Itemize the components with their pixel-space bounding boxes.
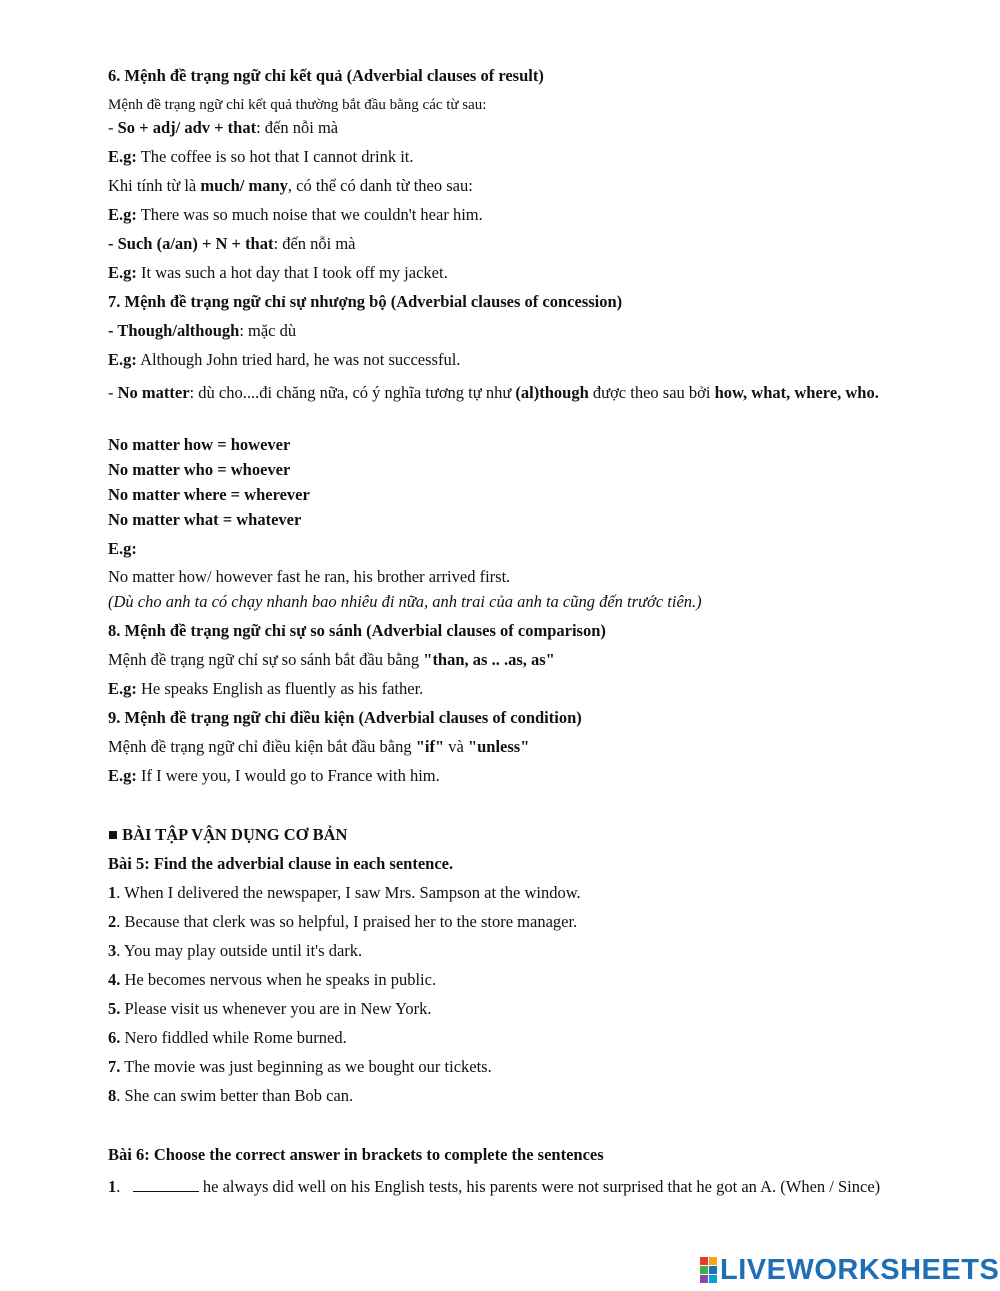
section-6-heading: 6. Mệnh đề trạng ngữ chỉ kết quả (Adverbial clauses of result) xyxy=(108,66,544,85)
exercise-5-item: 8. She can swim better than Bob can. xyxy=(108,1086,354,1105)
section-7-example-2-translation: (Dù cho anh ta có chạy nhanh bao nhiêu đi nữa, anh trai của anh ta cũng đến trước tiên.) xyxy=(108,592,702,611)
section-6-intro: Mệnh đề trạng ngữ chỉ kết quả thường bắt đầu bằng các từ sau: xyxy=(108,97,487,113)
section-6-rule-such-that: - Such (a/an) + N + that: đến nỗi mà xyxy=(108,234,356,253)
logo-block xyxy=(709,1275,717,1283)
exercise-5-item: 4. He becomes nervous when he speaks in public. xyxy=(108,970,437,989)
section-8-intro: Mệnh đề trạng ngữ chỉ sự so sánh bắt đầu bằng "than, as .. .as, as" xyxy=(108,650,555,669)
practice-heading: ■ BÀI TẬP VẬN DỤNG CƠ BẢN xyxy=(108,825,348,844)
logo-block xyxy=(700,1257,708,1265)
section-6-example-1: E.g: The coffee is so hot that I cannot drink it. xyxy=(108,147,414,166)
section-8-example: E.g: He speaks English as fluently as his father. xyxy=(108,679,424,698)
logo-text: LIVEWORKSHEETS xyxy=(720,1253,1000,1286)
logo-block xyxy=(709,1266,717,1274)
logo-blocks-icon xyxy=(700,1257,717,1283)
section-7-rule-no-matter: - No matter: dù cho....đi chăng nữa, có ý nghĩa tương tự như (al)though được theo sau bởi how, what, where, who. xyxy=(108,383,879,402)
section-7-rule-though: - Though/although: mặc dù xyxy=(108,321,297,340)
logo-block xyxy=(700,1266,708,1274)
no-matter-pair: No matter how = however xyxy=(108,435,291,454)
section-7-example-label: E.g: xyxy=(108,539,137,558)
question-1-options: (When / Since) xyxy=(780,1177,881,1196)
exercise-5-item: 7. The movie was just beginning as we bought our tickets. xyxy=(108,1057,492,1076)
section-9-heading: 9. Mệnh đề trạng ngữ chỉ điều kiện (Adverbial clauses of condition) xyxy=(108,708,582,727)
liveworksheets-logo xyxy=(700,1253,999,1287)
exercise-5-item: 6. Nero fiddled while Rome burned. xyxy=(108,1028,347,1047)
no-matter-pair: No matter where = wherever xyxy=(108,485,310,504)
no-matter-pair: No matter what = whatever xyxy=(108,510,302,529)
section-8-heading: 8. Mệnh đề trạng ngữ chỉ sự so sánh (Adverbial clauses of comparison) xyxy=(108,621,606,640)
exercise-5-item: 2. Because that clerk was so helpful, I praised her to the store manager. xyxy=(108,912,578,931)
section-7-example-2: No matter how/ however fast he ran, his brother arrived first. xyxy=(108,567,511,586)
answer-blank[interactable] xyxy=(133,1178,199,1192)
logo-block xyxy=(700,1275,708,1283)
exercise-5-item: 5. Please visit us whenever you are in New York. xyxy=(108,999,432,1018)
exercise-5-item: 1. When I delivered the newspaper, I saw Mrs. Sampson at the window. xyxy=(108,883,581,902)
logo-block xyxy=(709,1257,717,1265)
section-7-example-1: E.g: Although John tried hard, he was not successful. xyxy=(108,350,461,369)
exercise-6-heading: Bài 6: Choose the correct answer in brackets to complete the sentences xyxy=(108,1145,604,1164)
section-9-example: E.g: If I were you, I would go to France with him. xyxy=(108,766,440,785)
section-9-intro: Mệnh đề trạng ngữ chỉ điều kiện bắt đầu bằng "if" và "unless" xyxy=(108,737,530,756)
exercise-5-heading: Bài 5: Find the adverbial clause in each sentence. xyxy=(108,854,454,873)
exercise-5-item: 3. You may play outside until it's dark. xyxy=(108,941,363,960)
exercise-6-question-1: 1. he always did well on his English tests, his parents were not surprised that he got an A. (When / Since) xyxy=(108,1177,881,1196)
section-7-heading: 7. Mệnh đề trạng ngữ chỉ sự nhượng bộ (Adverbial clauses of concession) xyxy=(108,292,623,311)
section-6-example-2: E.g: There was so much noise that we couldn't hear him. xyxy=(108,205,483,224)
section-6-note: Khi tính từ là much/ many, có thể có danh từ theo sau: xyxy=(108,176,473,195)
section-6-example-3: E.g: It was such a hot day that I took off my jacket. xyxy=(108,263,448,282)
section-6-rule-so-that: - So + adj/ adv + that: đến nỗi mà xyxy=(108,118,339,137)
no-matter-pair: No matter who = whoever xyxy=(108,460,291,479)
